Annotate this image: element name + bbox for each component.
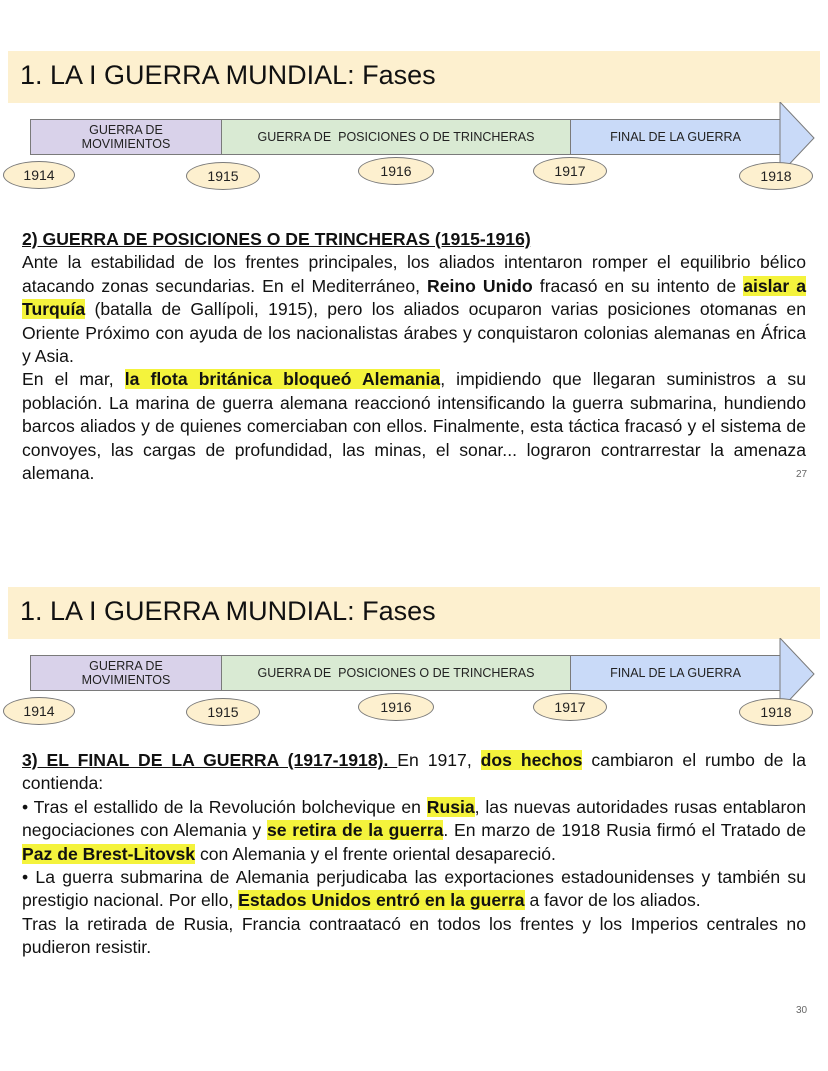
phase-final bbox=[570, 119, 780, 155]
bold-text: Reino Unido bbox=[427, 275, 533, 296]
text-run: , las nuevas autoridades rusas entablaron negociaciones con Alemania y bbox=[22, 796, 806, 841]
slide-body bbox=[22, 749, 806, 960]
section-heading bbox=[22, 228, 806, 251]
phase-label: GUERRA DE MOVIMIENTOS bbox=[81, 659, 171, 687]
text-run: con Alemania y el frente oriental desapareció. bbox=[195, 843, 556, 864]
highlight-text: dos hechos bbox=[480, 750, 583, 770]
text-run: En el mar, bbox=[22, 369, 125, 390]
paragraph bbox=[22, 796, 806, 866]
text-run: fracasó en su intento de bbox=[532, 275, 744, 296]
year-1917: 1917 bbox=[533, 693, 607, 721]
phase-trincheras bbox=[221, 119, 571, 155]
paragraph bbox=[22, 749, 806, 796]
phase-trincheras bbox=[221, 655, 571, 691]
year-1916: 1916 bbox=[358, 693, 434, 721]
phase-movimientos bbox=[30, 119, 222, 155]
timeline bbox=[0, 655, 828, 745]
slide-27 bbox=[0, 0, 828, 520]
highlight-text: Paz de Brest-Litovsk bbox=[22, 843, 196, 864]
text-run: Ante la estabilidad de los frentes principales, los aliados intentaron romper el equilibrio bélico atacando zonas secundarias. En el Mediterráneo, bbox=[22, 252, 806, 296]
phase-label: GUERRA DE POSICIONES O DE TRINCHERAS bbox=[257, 666, 535, 680]
paragraph: Tras la retirada de Rusia, Francia contraatacó en todos los frentes y los Imperios centrales no pudieron resistir. bbox=[22, 913, 806, 958]
phase-label: FINAL DE LA GUERRA bbox=[610, 130, 741, 144]
year-1915: 1915 bbox=[186, 698, 260, 726]
highlight-text: Estados Unidos entró en la guerra bbox=[238, 890, 525, 911]
text-run: a favor de los aliados. bbox=[524, 890, 701, 911]
year-1915: 1915 bbox=[186, 162, 260, 190]
title-bar bbox=[8, 51, 820, 103]
year-1916: 1916 bbox=[358, 157, 434, 185]
highlight-text: la flota británica bloqueó Alemania bbox=[124, 369, 441, 390]
highlight-text: se retira de la guerra bbox=[266, 820, 444, 841]
phase-final bbox=[570, 655, 780, 691]
year-1917: 1917 bbox=[533, 157, 607, 185]
text-run: . En marzo de 1918 Rusia firmó el Tratado de bbox=[443, 820, 806, 841]
year-1918: 1918 bbox=[739, 162, 813, 190]
phase-label: FINAL DE LA GUERRA bbox=[610, 666, 741, 680]
paragraph bbox=[22, 251, 806, 368]
page-number: 30 bbox=[796, 1005, 808, 1016]
phase-label: GUERRA DE POSICIONES O DE TRINCHERAS bbox=[257, 130, 535, 144]
title-bar bbox=[8, 587, 820, 639]
phase-label: GUERRA DE MOVIMIENTOS bbox=[81, 123, 171, 151]
text-run: En 1917, bbox=[397, 750, 481, 770]
year-1918: 1918 bbox=[739, 698, 813, 726]
heading-text: 2) GUERRA DE POSICIONES O DE TRINCHERAS (1915-1916) bbox=[22, 229, 531, 249]
text-run: , impidiendo que llegaran suministros a su población. La marina de guerra alemana reaccionó intensificando la guerra submarina, hundiendo barcos aliados y de quienes comerciaban con ellos. Finalmente, esta táctica fracasó y el sistema de convoyes, las cargas de profundidad, las minas, el sonar... lograron contrarrestar la amenaza alemana. bbox=[22, 369, 806, 484]
phase-movimientos bbox=[30, 655, 222, 691]
text-run: cambiaron el rumbo de la contienda: bbox=[22, 750, 806, 794]
heading-text: 3) EL FINAL DE LA GUERRA (1917-1918). bbox=[22, 750, 398, 770]
slide-30 bbox=[0, 536, 828, 1071]
paragraph bbox=[22, 368, 806, 485]
timeline bbox=[0, 119, 828, 209]
text-run: • Tras el estallido de la Revolución bolchevique en bbox=[22, 796, 427, 817]
text-run: (batalla de Gallípoli, 1915), pero los aliados ocuparon varias posiciones otomanas en Oriente Próximo con ayuda de los nacionalistas árabes y conquistaron colonias alemanas en África y Asia. bbox=[22, 299, 806, 367]
highlight-text: Rusia bbox=[426, 796, 475, 817]
slide-title: 1. LA I GUERRA MUNDIAL: Fases bbox=[20, 60, 436, 90]
slide-title: 1. LA I GUERRA MUNDIAL: Fases bbox=[20, 596, 436, 626]
year-1914: 1914 bbox=[3, 161, 75, 189]
slide-body bbox=[22, 228, 806, 485]
text-run: • La guerra submarina de Alemania perjudicaba las exportaciones estadounidenses y también su prestigio nacional. Por ello, bbox=[22, 867, 806, 911]
paragraph bbox=[22, 866, 806, 913]
highlight-text: aislar a Turquía bbox=[22, 275, 806, 320]
page-number: 27 bbox=[796, 469, 808, 480]
year-1914: 1914 bbox=[3, 697, 75, 725]
